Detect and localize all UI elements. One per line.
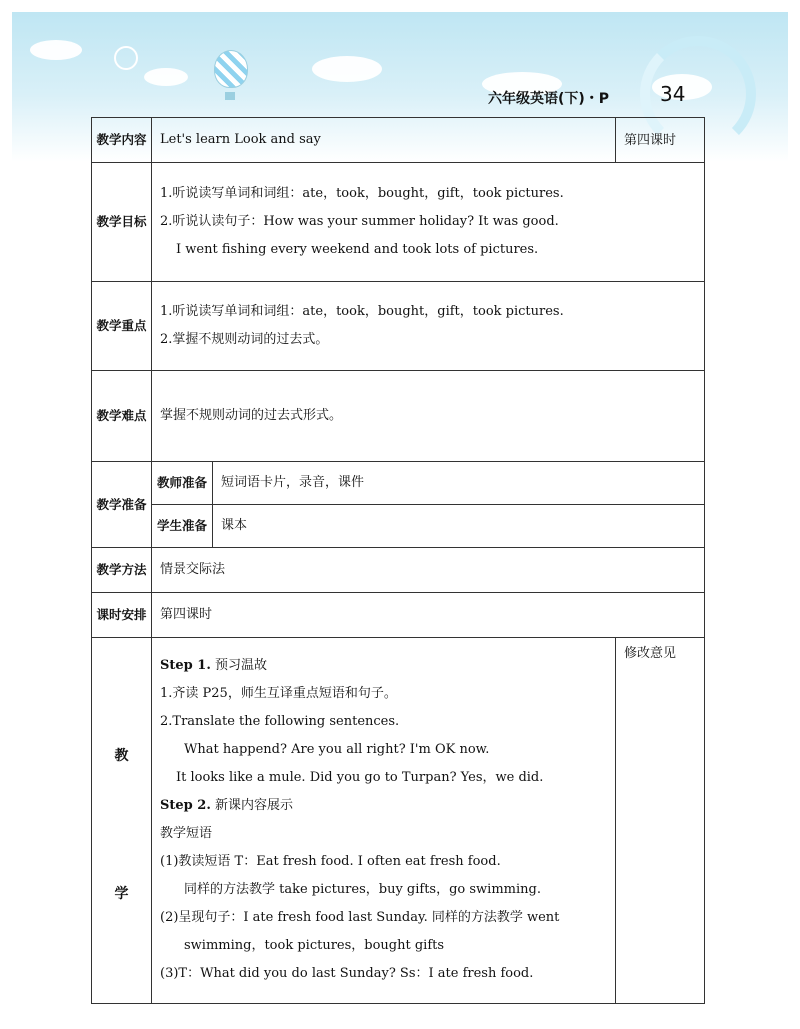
method-value: 情景交际法 (152, 548, 705, 593)
row-goals (92, 163, 705, 282)
key-cell (152, 282, 705, 371)
step-2-number: Step 2. (160, 798, 211, 813)
row-process (92, 638, 705, 1004)
cloud-decoration (144, 68, 188, 86)
key-line: 2.掌握不规则动词的过去式。 (160, 332, 329, 347)
process-line: 1.齐读 P25，师生互译重点短语和句子。 (160, 686, 397, 701)
row-label: 教学内容 (92, 118, 152, 163)
process-line: (2)呈现句子：I ate fresh food last Sunday. 同样的方法教学 went (160, 910, 560, 925)
row-label: 教学难点 (92, 371, 152, 462)
cloud-decoration (312, 56, 382, 82)
goal-line: 2.听说认读句子：How was your summer holiday? It was good. (160, 214, 559, 229)
step-1-text: 预习温故 (215, 658, 268, 673)
lesson-plan-table (91, 117, 705, 1004)
row-method (92, 548, 705, 593)
row-key (92, 282, 705, 371)
difficult-value: 掌握不规则动词的过去式形式。 (152, 371, 705, 462)
row-prep-teacher (92, 462, 705, 505)
teacher-prep-value: 短词语卡片，录音，课件 (213, 462, 705, 505)
edit-notes-label: 修改意见 (624, 646, 677, 661)
process-label-top: 教 (114, 747, 129, 764)
process-label-cell (92, 638, 152, 1004)
process-line: 同样的方法教学 take pictures，buy gifts，go swimming. (184, 882, 541, 897)
teacher-prep-label: 教师准备 (152, 462, 213, 505)
process-line: (1)教读短语 T：Eat fresh food. I often eat fresh food. (160, 854, 501, 869)
row-label: 教学准备 (92, 462, 152, 548)
student-prep-label: 学生准备 (152, 505, 213, 548)
step-1-number: Step 1. (160, 658, 211, 673)
step-2-text: 新课内容展示 (215, 798, 294, 813)
row-difficult (92, 371, 705, 462)
row-label: 教学方法 (92, 548, 152, 593)
row-label: 教学重点 (92, 282, 152, 371)
sun-icon (114, 46, 138, 70)
step-2-heading (160, 792, 607, 820)
balloon-basket-icon (225, 92, 235, 100)
schedule-value: 第四课时 (152, 593, 705, 638)
process-line: What happend? Are you all right? I'm OK now. (184, 742, 490, 757)
period-value: 第四课时 (616, 118, 705, 163)
process-line: 教学短语 (160, 826, 213, 841)
cloud-decoration (30, 40, 82, 60)
content-value: Let's learn Look and say (152, 118, 616, 163)
row-label: 教学目标 (92, 163, 152, 282)
goals-cell (152, 163, 705, 282)
edit-notes-cell (616, 638, 705, 1004)
row-label: 课时安排 (92, 593, 152, 638)
step-1-heading (160, 652, 607, 680)
process-line: swimming，took pictures，bought gifts (184, 938, 445, 953)
key-line: 1.听说读写单词和词组：ate，took，bought，gift，took pictures. (160, 304, 564, 319)
page-number: 34 (660, 82, 686, 106)
process-line: (3)T：What did you do last Sunday? Ss：I ate fresh food. (160, 966, 534, 981)
row-prep-student (92, 505, 705, 548)
goal-line: I went fishing every weekend and took lots of pictures. (176, 242, 539, 257)
student-prep-value: 课本 (213, 505, 705, 548)
row-content (92, 118, 705, 163)
process-line: It looks like a mule. Did you go to Turpan? Yes，we did. (176, 770, 544, 785)
goal-line: 1.听说读写单词和词组：ate，took，bought，gift，took pictures. (160, 186, 564, 201)
process-line: 2.Translate the following sentences. (160, 714, 400, 729)
process-content (152, 638, 616, 1004)
process-label-bottom: 学 (114, 885, 129, 902)
row-schedule (92, 593, 705, 638)
book-title: 六年级英语(下)・P (488, 91, 610, 107)
hot-air-balloon-icon (214, 50, 248, 88)
